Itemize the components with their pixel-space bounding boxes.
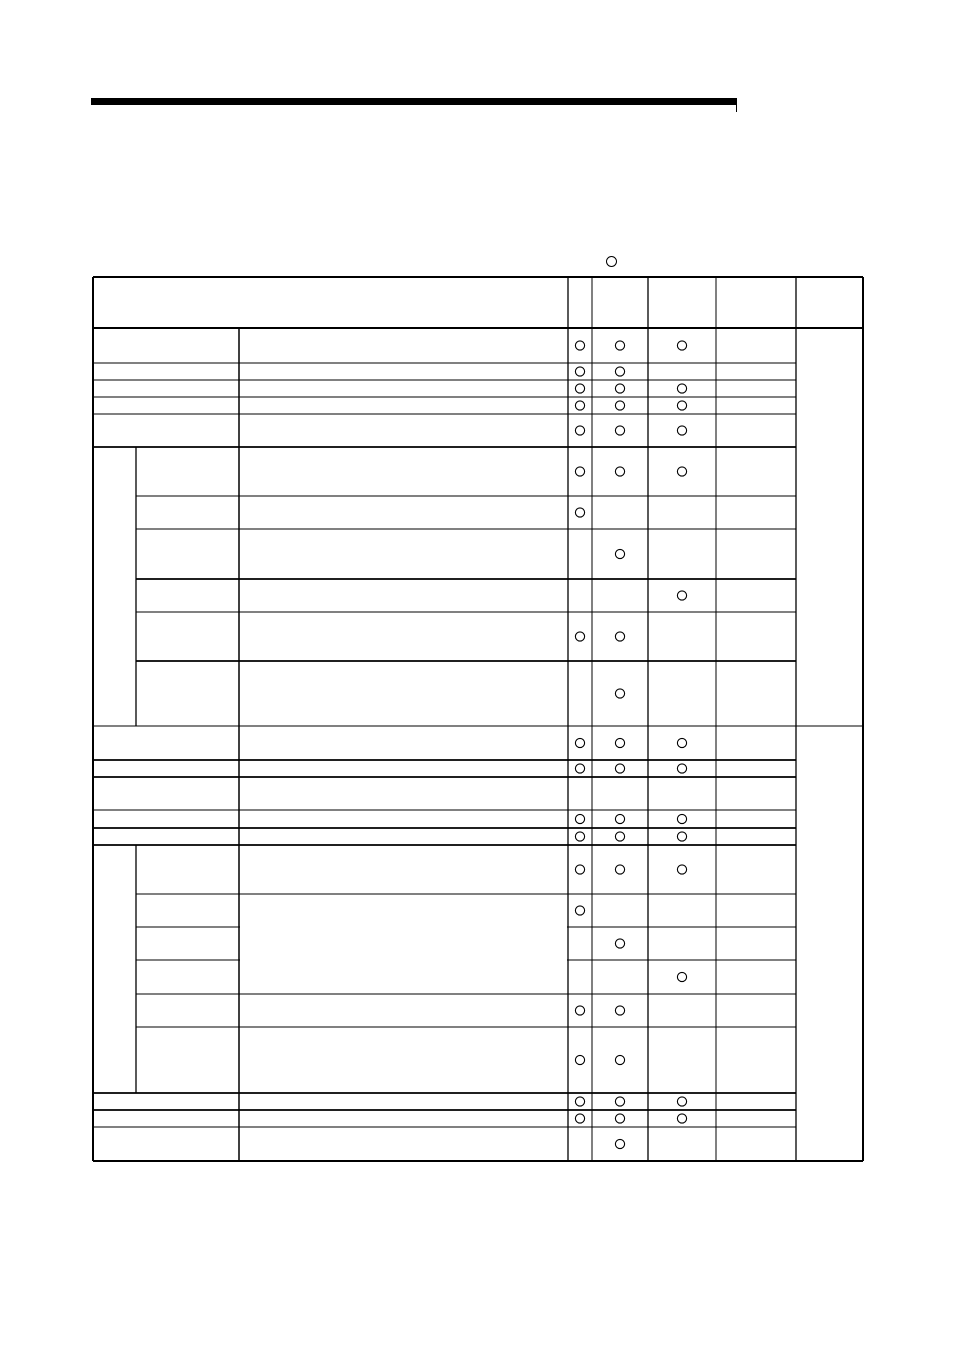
circle-mark-icon: [575, 426, 584, 435]
circle-mark-icon: [615, 814, 624, 823]
circle-mark-icon: [677, 1114, 686, 1123]
circle-mark-icon: [575, 384, 584, 393]
circle-mark-icon: [615, 865, 624, 874]
circle-mark-icon: [677, 384, 686, 393]
circle-mark-icon: [615, 1006, 624, 1015]
table-grid: [93, 277, 863, 1161]
circle-mark-icon: [677, 426, 686, 435]
circle-mark-icon: [677, 1097, 686, 1106]
circle-mark-icon: [575, 401, 584, 410]
circle-mark-icon: [677, 832, 686, 841]
merged-cell-mask: [240, 958, 567, 962]
circle-mark-icon: [615, 832, 624, 841]
circle-mark-icon: [615, 367, 624, 376]
circle-mark-icon: [575, 1097, 584, 1106]
circle-mark-icon: [615, 549, 624, 558]
circle-mark-icon: [615, 632, 624, 641]
circle-mark-icon: [575, 508, 584, 517]
circle-mark-icon: [575, 738, 584, 747]
circle-mark-icon: [575, 906, 584, 915]
circle-mark-icon: [575, 341, 584, 350]
circle-mark-icon: [575, 814, 584, 823]
circle-mark-icon: [575, 467, 584, 476]
circle-mark-icon: [677, 341, 686, 350]
circle-mark-icon: [615, 1139, 624, 1148]
circle-mark-icon: [615, 1114, 624, 1123]
circle-mark-icon: [677, 814, 686, 823]
circle-mark-icon: [677, 865, 686, 874]
circle-mark-icon: [575, 764, 584, 773]
circle-mark-icon: [575, 1006, 584, 1015]
circle-mark-icon: [615, 1097, 624, 1106]
circle-mark-icon: [575, 865, 584, 874]
circle-mark-icon: [575, 832, 584, 841]
circle-mark-icon: [677, 401, 686, 410]
circle-mark-icon: [575, 1114, 584, 1123]
circle-mark-icon: [615, 401, 624, 410]
circle-mark-icon: [615, 426, 624, 435]
circle-mark-icon: [677, 972, 686, 981]
circle-mark-icon: [615, 384, 624, 393]
circle-mark-icon: [677, 738, 686, 747]
circle-mark-icon: [575, 632, 584, 641]
circle-mark-icon: [615, 1055, 624, 1064]
circle-mark-icon: [677, 591, 686, 600]
circle-mark-icon: [677, 764, 686, 773]
circle-mark-icon: [615, 467, 624, 476]
circle-mark-icon: [615, 764, 624, 773]
circle-mark-icon: [615, 939, 624, 948]
merged-cell-mask: [240, 925, 567, 929]
circle-mark-icon: [615, 341, 624, 350]
circle-mark-icon: [615, 738, 624, 747]
circle-mark-icon: [677, 467, 686, 476]
circle-mark-icon: [615, 689, 624, 698]
circle-mark-icon: [575, 1055, 584, 1064]
circle-mark-icon: [575, 367, 584, 376]
